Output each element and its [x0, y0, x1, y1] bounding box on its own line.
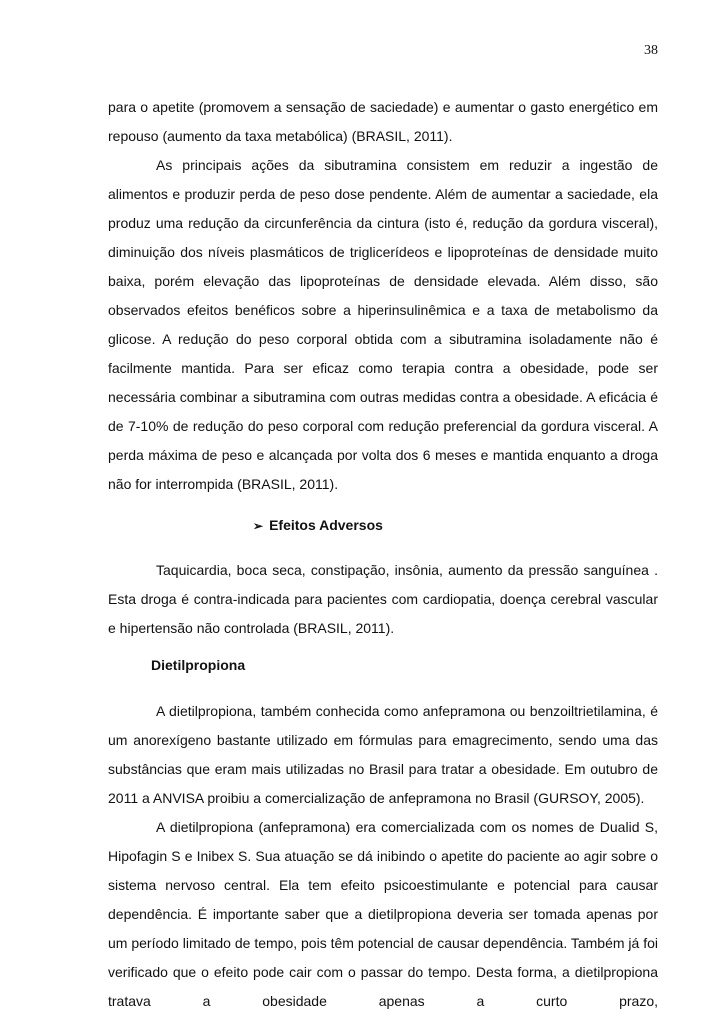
paragraph-sibutramina-actions: As principais ações da sibutramina consistem em reduzir a ingestão de alimentos e produzir perda de peso dose pendente. Além de aumentar a saciedade, ela produz uma redução da circunferência da cintura (isto é, redução da gordura visceral), diminuição dos níveis plasmáticos de triglicerídeos e lipoproteínas de densidade muito baixa, porém elevação das lipoproteínas de densidade elevada. Além disso, são observados efeitos benéficos sobre a hiperinsulinêmica e a taxa de metabolismo da glicose. A redução do peso corporal obtida com a sibutramina isoladamente não é facilmente mantida. Para ser eficaz como terapia contra a obesidade, pode ser necessária combinar a sibutramina com outras medidas contra a obesidade. A eficácia é de 7-10% de redução do peso corporal com redução preferencial da gordura visceral. A perda máxima de peso e alcançada por volta dos 6 meses e mantida enquanto a droga não for interrompida (BRASIL, 2011). — [108, 157, 658, 492]
heading-dietilpropiona: Dietilpropiona — [151, 657, 246, 673]
paragraph-dietilpropiona-intro: A dietilpropiona, também conhecida como anfepramona ou benzoiltrietilamina, é um anorexígeno bastante utilizado em fórmulas para emagrecimento, sendo uma das substâncias que eram mais utilizadas no Brasil para tratar a obesidade. Em outubro de 2011 a ANVISA proibiu a comercialização de anfepramona no Brasil (GURSOY, 2005). — [108, 703, 658, 806]
page-number: 38 — [644, 43, 658, 58]
paragraph-apetite-continuation: para o apetite (promovem a sensação de saciedade) e aumentar o gasto energético em repouso (aumento da taxa metabólica) (BRASIL, 2011). — [108, 99, 658, 144]
heading-adverse-effects-label: Efeitos Adversos — [269, 517, 383, 533]
paragraph-dietilpropiona-commercial: A dietilpropiona (anfepramona) era comercializada com os nomes de Dualid S, Hipofagin S e Inibex S. Sua atuação se dá inibindo o apetite do paciente ao agir sobre o sistema nervoso central. Ela tem efeito psicoestimulante e potencial para causar dependência. É importante saber que a dietilpropiona deveria ser tomada apenas por um período limitado de tempo, pois têm potencial de causar dependência. Também já foi verificado que o efeito pode cair com o passar do tempo. Desta forma, a dietilpropiona tratava a obesidade apenas a curto prazo, — [108, 819, 658, 1009]
paragraph-adverse-effects: Taquicardia, boca seca, constipação, insônia, aumento da pressão sanguínea . Esta droga é contra-indicada para pacientes com cardiopatia, doença cerebral vascular e hipertensão não controlada (BRASIL, 2011). — [108, 562, 658, 636]
document-body — [108, 93, 658, 1016]
arrowhead-bullet-icon: ➢ — [253, 519, 264, 533]
heading-adverse-effects — [108, 511, 658, 541]
